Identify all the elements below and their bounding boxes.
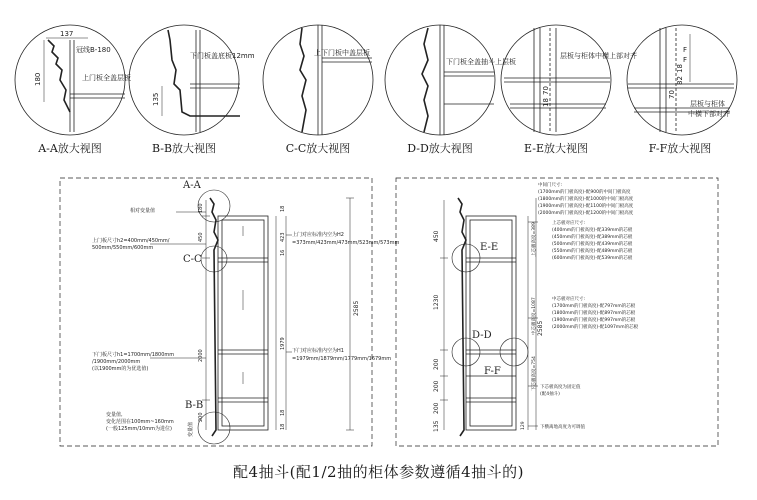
- section-e-e: E-E: [480, 242, 499, 253]
- note-var-vertical: 变量值: [188, 421, 194, 437]
- a-a-dim-137: 137: [60, 30, 74, 38]
- dim-200-right-a: 200: [433, 358, 440, 370]
- b-b-callout: 下门板盖底板12mm: [190, 52, 255, 60]
- note-bottom-door-1: 下门板尺寸h1=1700mm/1800mm: [92, 352, 175, 358]
- dim-129: 129: [521, 421, 526, 430]
- caption-f-f: F-F放大视图: [648, 142, 712, 155]
- dim-16: 16: [280, 249, 286, 256]
- note-top-door-1: 上门板尺寸h2=400mm/450mm/: [92, 238, 170, 244]
- c-c-callout: 上下门板中盖层板: [314, 49, 370, 57]
- note-mid-core-1: (1700mm的门板高度)-配797mm的芯板: [552, 304, 636, 309]
- dim-180: 180: [198, 203, 204, 213]
- note-mid-core-height: 中芯板高度=1087: [532, 297, 537, 335]
- note-bottom-core-height: 下芯板高度=754: [532, 356, 537, 391]
- note-bottom-fixed-1: 下芯板高度为固定值: [540, 385, 581, 390]
- detail-e-e: [501, 25, 611, 135]
- section-f-f: F-F: [484, 366, 501, 377]
- e-e-callout: 层板与柜体中横上部对齐: [560, 52, 637, 60]
- note-top-core-1: (400mm的门板高度)-配339mm的芯板: [552, 228, 633, 233]
- left-cabinet: [150, 190, 354, 444]
- note-top-door-2: 500mm/550mm/600mm: [92, 245, 154, 251]
- f-f-mark-1: F: [683, 46, 688, 54]
- dim-450-right: 450: [433, 230, 440, 242]
- dim-2585-left: 2585: [353, 300, 360, 316]
- caption-d-d: D-D放大视图: [407, 142, 473, 155]
- e-e-dim-70: 70: [542, 86, 550, 95]
- note-mid-core-3: (1900mm的门板高度)-配997mm的芯板: [552, 318, 636, 323]
- note-top-core-3: (500mm的门板高度)-配439mm的芯板: [552, 242, 633, 247]
- note-base-adjustable: 下横离地高度为可调值: [540, 425, 585, 430]
- f-f-callout-2: 中横下部对齐: [688, 110, 730, 118]
- note-mid-door-title: 中间门尺寸:: [538, 183, 563, 188]
- caption-a-a: A-A放大视图: [38, 142, 102, 155]
- f-f-mark-2: F: [683, 56, 688, 64]
- dim-1230: 1230: [433, 294, 440, 310]
- dim-200-right-c: 200: [433, 402, 440, 414]
- section-c-c: C-C: [183, 254, 202, 265]
- note-top-core-2: (450mm的门板高度)-配389mm的芯板: [552, 235, 633, 240]
- dim-135-right: 135: [433, 420, 440, 432]
- dim-18-c: 18: [280, 423, 286, 430]
- note-bottom-fixed-2: (配4抽斗): [540, 392, 560, 397]
- note-top-core-title: 上芯板对应尺寸:: [552, 221, 586, 226]
- dim-200-right-b: 200: [433, 380, 440, 392]
- b-b-dim-135: 135: [152, 92, 160, 106]
- d-d-callout: 下门板全盖抽斗上层板: [446, 58, 516, 66]
- a-a-dim-180: 180: [34, 72, 42, 86]
- a-a-callout-top-door: 上门板全盖层板: [82, 74, 131, 82]
- section-b-b: B-B: [185, 400, 204, 411]
- section-a-a: A-A: [183, 180, 201, 191]
- dim-200: 200: [198, 412, 204, 422]
- note-top-inner-2: =373mm/423mm/473mm/523mm/573mm: [292, 240, 400, 246]
- note-bottom-door-2: /1900mm/2000mm: [92, 359, 141, 365]
- note-var-2: 变化范围在100mm~160mm: [106, 419, 174, 425]
- note-top-core-4: (550mm的门板高度)-配489mm的芯板: [552, 249, 633, 254]
- dim-18-a: 18: [280, 205, 286, 212]
- drawing-title: 配4抽斗(配1/2抽的柜体参数遵循4抽斗的): [233, 463, 524, 481]
- detail-c-c: [263, 25, 373, 135]
- dim-18-b: 18: [280, 409, 286, 416]
- note-mid-core-2: (1800mm的门板高度)-配897mm的芯板: [552, 311, 636, 316]
- dim-450: 450: [198, 232, 204, 242]
- dim-2000: 2000: [198, 349, 204, 362]
- f-f-dim-70: 70: [668, 90, 676, 99]
- f-f-callout-1: 层板与柜体: [690, 100, 725, 108]
- note-top-inner-1: 上门对应标准内空为H2: [292, 232, 344, 238]
- note-bottom-door-3: (以1900mm的为优选值): [92, 366, 149, 372]
- e-e-dim-18: 18: [542, 98, 550, 107]
- caption-b-b: B-B放大视图: [151, 142, 217, 155]
- note-bottom-inner-1: 下门对应标准内空为H1: [292, 348, 344, 354]
- note-var-3: (一般125mm/10mm为进位): [106, 426, 172, 432]
- note-relative-var: 相对变量值: [130, 208, 156, 214]
- dim-1979: 1979: [280, 337, 286, 350]
- caption-e-e: E-E放大视图: [524, 142, 588, 155]
- note-var-1: 变量值,: [106, 412, 123, 418]
- note-bottom-inner-2: =1979mm/1879mm/1779mm/1679mm: [292, 356, 392, 362]
- a-a-callout-crown: 冠线B-180: [76, 46, 111, 54]
- f-f-dim-82: 82: [676, 76, 684, 85]
- note-mid-core-title: 中芯板对应尺寸:: [552, 297, 586, 302]
- note-mid-core-4: (2000mm的门板高度)-配1097mm的芯板: [552, 325, 639, 330]
- detail-d-d: [385, 25, 495, 135]
- right-cabinet: [440, 198, 538, 436]
- note-mid-door-4: (2000mm的门板高度)-配1200的中间门板高度: [538, 211, 634, 216]
- note-mid-door-2: (1800mm的门板高度)-配1000的中间门板高度: [538, 197, 634, 202]
- section-d-d: D-D: [472, 330, 492, 341]
- f-f-dim-18: 18: [676, 64, 684, 73]
- note-top-core-5: (600mm的门板高度)-配539mm的芯板: [552, 256, 633, 261]
- note-mid-door-3: (1900mm的门板高度)-配1100的中间门板高度: [538, 204, 634, 209]
- dim-423: 423: [280, 232, 286, 242]
- note-mid-door-1: (1700mm的门板高度)-配900的中间门板高度: [538, 190, 631, 195]
- caption-c-c: C-C放大视图: [285, 142, 351, 155]
- detail-b-b: [129, 25, 240, 135]
- note-top-core-height: 上芯板高度=389: [532, 222, 537, 257]
- dim-2585-right: 2585: [537, 320, 544, 336]
